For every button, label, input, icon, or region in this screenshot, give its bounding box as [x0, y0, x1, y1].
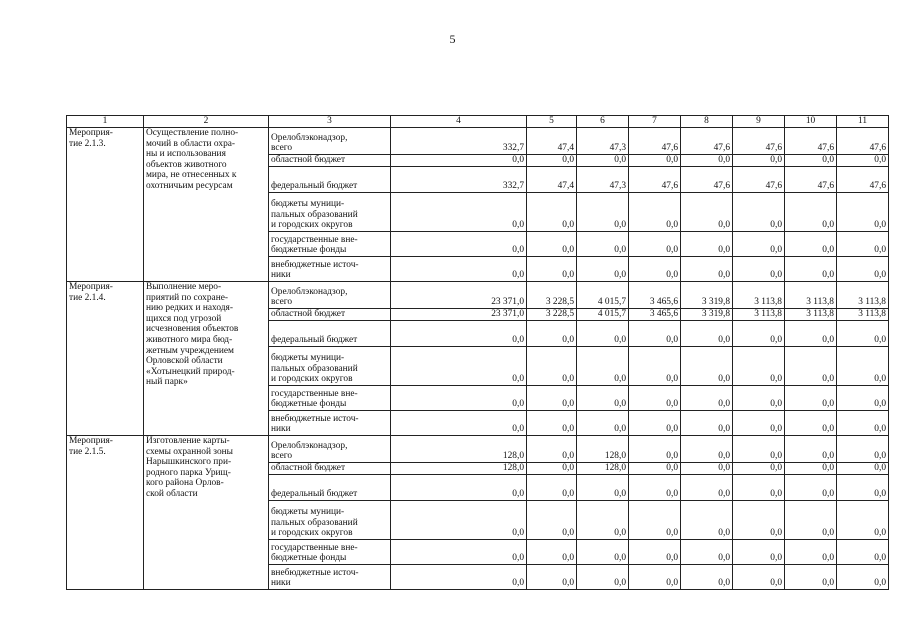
cell-line: тие 2.1.5.: [69, 446, 106, 457]
value-cell: 128,0: [577, 463, 629, 475]
column-header: 6: [577, 116, 629, 128]
value-cell: 0,0: [733, 501, 785, 540]
cell-line: ники: [271, 578, 291, 589]
value-cell: 0,0: [837, 347, 889, 386]
cell-line: тие 2.1.4.: [69, 292, 106, 303]
value-cell: 23 371,0: [391, 309, 527, 321]
cell-line: ники: [271, 270, 291, 281]
value-cell: 0,0: [391, 232, 527, 257]
value-cell: 0,0: [629, 347, 681, 386]
value-cell: 0,0: [577, 232, 629, 257]
value-cell: 0,0: [629, 463, 681, 475]
cell-line: бюджеты муници-: [271, 199, 345, 210]
cell-line: Орелоблэконадзор,: [271, 286, 348, 297]
value-cell: 0,0: [733, 257, 785, 282]
value-cell: 0,0: [733, 436, 785, 463]
cell-line: кого района Орлов-: [146, 478, 224, 489]
value-cell: 3 319,8: [681, 282, 733, 309]
cell-line: Нарышкинского при-: [146, 457, 232, 468]
value-cell: 0,0: [733, 193, 785, 232]
value-cell: 0,0: [733, 411, 785, 436]
value-cell: 0,0: [733, 463, 785, 475]
cell-line: Орловской области: [146, 356, 223, 367]
value-cell: 3 113,8: [785, 282, 837, 309]
value-cell: 0,0: [391, 501, 527, 540]
value-cell: 0,0: [577, 347, 629, 386]
cell-line: внебюджетные источ-: [271, 413, 359, 424]
value-cell: 0,0: [837, 386, 889, 411]
value-cell: 0,0: [527, 193, 577, 232]
value-cell: 0,0: [629, 436, 681, 463]
funding-source-total: [269, 282, 391, 309]
value-cell: 0,0: [681, 193, 733, 232]
value-cell: 4 015,7: [577, 282, 629, 309]
cell-line: федеральный бюджет: [271, 335, 358, 346]
cell-line: Орелоблэконадзор,: [271, 132, 348, 143]
value-cell: 47,6: [785, 167, 837, 193]
value-cell: 0,0: [785, 347, 837, 386]
value-cell: 0,0: [681, 475, 733, 501]
value-cell: 0,0: [785, 411, 837, 436]
value-cell: 0,0: [785, 436, 837, 463]
funding-source-offbudget-sources: [269, 565, 391, 590]
value-cell: 0,0: [577, 257, 629, 282]
value-cell: 47,6: [785, 128, 837, 155]
cell-line: федеральный бюджет: [271, 489, 358, 500]
cell-line: ны и использования: [146, 149, 226, 160]
value-cell: 0,0: [785, 565, 837, 590]
cell-line: бюджеты муници-: [271, 353, 345, 364]
value-cell: 3 113,8: [837, 282, 889, 309]
cell-line: всего: [271, 451, 293, 462]
value-cell: 0,0: [681, 540, 733, 565]
value-cell: 0,0: [785, 193, 837, 232]
value-cell: 0,0: [785, 257, 837, 282]
funding-source-federal: [269, 475, 391, 501]
cell-line: ники: [271, 424, 291, 435]
value-cell: 0,0: [681, 436, 733, 463]
cell-line: жетным учреждением: [146, 345, 234, 356]
funding-source-federal: [269, 321, 391, 347]
column-header: 3: [269, 116, 391, 128]
value-cell: 0,0: [837, 257, 889, 282]
value-cell: 0,0: [629, 540, 681, 565]
cell-line: мочий в области охра-: [146, 138, 236, 149]
funding-source-regional: [269, 463, 391, 475]
value-cell: 0,0: [733, 232, 785, 257]
value-cell: 0,0: [527, 232, 577, 257]
cell-line: областной бюджет: [271, 463, 346, 474]
value-cell: 0,0: [391, 321, 527, 347]
value-cell: 0,0: [681, 347, 733, 386]
cell-line: животного мира бюд-: [146, 334, 233, 345]
value-cell: 47,6: [629, 128, 681, 155]
cell-line: и городских округов: [271, 220, 353, 231]
value-cell: 0,0: [733, 565, 785, 590]
cell-line: бюджеты муници-: [271, 507, 345, 518]
value-cell: 0,0: [837, 411, 889, 436]
value-cell: 0,0: [577, 193, 629, 232]
value-cell: 0,0: [837, 501, 889, 540]
funding-source-municipal: [269, 501, 391, 540]
value-cell: 0,0: [577, 475, 629, 501]
value-cell: 0,0: [785, 321, 837, 347]
funding-source-regional: [269, 309, 391, 321]
value-cell: 332,7: [391, 128, 527, 155]
cell-line: государственные вне-: [271, 388, 358, 399]
value-cell: 0,0: [629, 321, 681, 347]
value-cell: 3 319,8: [681, 309, 733, 321]
value-cell: 0,0: [527, 436, 577, 463]
cell-line: Мероприя-: [69, 282, 113, 292]
value-cell: 0,0: [577, 565, 629, 590]
cell-line: государственные вне-: [271, 542, 358, 553]
value-cell: 0,0: [837, 565, 889, 590]
value-cell: 0,0: [391, 540, 527, 565]
value-cell: 47,3: [577, 128, 629, 155]
value-cell: 0,0: [527, 565, 577, 590]
funding-source-offbudget-funds: [269, 386, 391, 411]
value-cell: 47,6: [733, 128, 785, 155]
value-cell: 332,7: [391, 167, 527, 193]
value-cell: 0,0: [837, 193, 889, 232]
value-cell: 0,0: [681, 411, 733, 436]
funding-source-municipal: [269, 347, 391, 386]
funding-source-offbudget-sources: [269, 411, 391, 436]
column-header: 10: [785, 116, 837, 128]
funding-source-total: [269, 436, 391, 463]
value-cell: 3 465,6: [629, 282, 681, 309]
value-cell: 0,0: [391, 155, 527, 167]
column-header: 7: [629, 116, 681, 128]
funding-source-offbudget-sources: [269, 257, 391, 282]
table-body: [67, 116, 889, 590]
table-row: [67, 282, 889, 309]
value-cell: 0,0: [629, 155, 681, 167]
value-cell: 0,0: [577, 155, 629, 167]
value-cell: 0,0: [629, 501, 681, 540]
value-cell: 0,0: [527, 411, 577, 436]
value-cell: 0,0: [527, 501, 577, 540]
cell-line: областной бюджет: [271, 155, 346, 166]
cell-line: Выполнение меро-: [146, 282, 222, 292]
cell-line: нию редких и находя-: [146, 303, 233, 314]
value-cell: 47,6: [733, 167, 785, 193]
funding-source-total: [269, 128, 391, 155]
cell-line: и городских округов: [271, 374, 353, 385]
value-cell: 0,0: [391, 257, 527, 282]
value-cell: 47,4: [527, 167, 577, 193]
cell-line: пальных образований: [271, 363, 358, 374]
event-code: [67, 282, 144, 436]
value-cell: 0,0: [837, 540, 889, 565]
cell-line: ской области: [146, 488, 198, 499]
value-cell: 47,6: [837, 167, 889, 193]
funding-source-regional: [269, 155, 391, 167]
value-cell: 0,0: [837, 436, 889, 463]
value-cell: 0,0: [391, 347, 527, 386]
event-description: [144, 282, 269, 436]
value-cell: 4 015,7: [577, 309, 629, 321]
column-header: 11: [837, 116, 889, 128]
value-cell: 0,0: [527, 321, 577, 347]
event-description: [144, 128, 269, 282]
value-cell: 47,6: [681, 128, 733, 155]
cell-line: щихся под угрозой: [146, 313, 222, 324]
value-cell: 0,0: [629, 386, 681, 411]
cell-line: пальных образований: [271, 209, 358, 220]
cell-line: пальных образований: [271, 517, 358, 528]
value-cell: 0,0: [577, 501, 629, 540]
cell-line: бюджетные фонды: [271, 553, 347, 564]
value-cell: 0,0: [681, 155, 733, 167]
value-cell: 0,0: [527, 386, 577, 411]
value-cell: 0,0: [837, 463, 889, 475]
value-cell: 0,0: [785, 540, 837, 565]
cell-line: «Хотынецкий природ-: [146, 366, 235, 377]
value-cell: 0,0: [391, 193, 527, 232]
value-cell: 0,0: [391, 386, 527, 411]
value-cell: 3 228,5: [527, 282, 577, 309]
value-cell: 0,0: [837, 475, 889, 501]
value-cell: 0,0: [733, 540, 785, 565]
value-cell: 0,0: [527, 257, 577, 282]
funding-source-offbudget-funds: [269, 232, 391, 257]
cell-line: и городских округов: [271, 528, 353, 539]
value-cell: 0,0: [527, 463, 577, 475]
value-cell: 0,0: [785, 463, 837, 475]
value-cell: 0,0: [785, 475, 837, 501]
value-cell: 0,0: [577, 540, 629, 565]
value-cell: 0,0: [527, 475, 577, 501]
value-cell: 128,0: [391, 463, 527, 475]
value-cell: 0,0: [681, 501, 733, 540]
value-cell: 0,0: [733, 321, 785, 347]
cell-line: исчезновения объектов: [146, 324, 239, 335]
table-row: [67, 128, 889, 155]
value-cell: 0,0: [681, 386, 733, 411]
value-cell: 0,0: [577, 321, 629, 347]
cell-line: тие 2.1.3.: [69, 138, 106, 149]
value-cell: 0,0: [837, 155, 889, 167]
value-cell: 0,0: [629, 193, 681, 232]
cell-line: охотничьим ресурсам: [146, 180, 233, 191]
value-cell: 0,0: [785, 386, 837, 411]
cell-line: федеральный бюджет: [271, 181, 358, 192]
value-cell: 0,0: [391, 565, 527, 590]
value-cell: 0,0: [785, 232, 837, 257]
cell-line: бюджетные фонды: [271, 245, 347, 256]
value-cell: 0,0: [527, 540, 577, 565]
cell-line: схемы охранной зоны: [146, 446, 233, 457]
value-cell: 3 113,8: [837, 309, 889, 321]
column-header: 5: [527, 116, 577, 128]
budget-table: [66, 115, 889, 590]
cell-line: объектов животного: [146, 159, 227, 170]
event-code: [67, 128, 144, 282]
column-header: 4: [391, 116, 527, 128]
page-number: 5: [449, 32, 456, 46]
value-cell: 0,0: [391, 475, 527, 501]
value-cell: 0,0: [733, 475, 785, 501]
cell-line: родного парка Урищ-: [146, 467, 231, 478]
cell-line: ный парк»: [146, 377, 188, 388]
cell-line: мира, не отнесенных к: [146, 170, 237, 181]
cell-line: Мероприя-: [69, 436, 113, 446]
value-cell: 0,0: [629, 257, 681, 282]
value-cell: 0,0: [733, 347, 785, 386]
value-cell: 23 371,0: [391, 282, 527, 309]
value-cell: 3 113,8: [785, 309, 837, 321]
header-row: [67, 116, 889, 128]
value-cell: 3 113,8: [733, 309, 785, 321]
funding-source-federal: [269, 167, 391, 193]
value-cell: 47,4: [527, 128, 577, 155]
cell-line: Изготовление карты-: [146, 436, 230, 446]
value-cell: 128,0: [391, 436, 527, 463]
value-cell: 47,6: [629, 167, 681, 193]
value-cell: 0,0: [629, 411, 681, 436]
cell-line: приятий по сохране-: [146, 292, 229, 303]
value-cell: 128,0: [577, 436, 629, 463]
cell-line: Осуществление полно-: [146, 128, 239, 138]
value-cell: 3 113,8: [733, 282, 785, 309]
cell-line: внебюджетные источ-: [271, 567, 359, 578]
value-cell: 0,0: [785, 501, 837, 540]
event-code: [67, 436, 144, 590]
event-description: [144, 436, 269, 590]
value-cell: 0,0: [629, 475, 681, 501]
column-header: 8: [681, 116, 733, 128]
value-cell: 0,0: [837, 232, 889, 257]
value-cell: 0,0: [577, 411, 629, 436]
value-cell: 3 228,5: [527, 309, 577, 321]
value-cell: 47,3: [577, 167, 629, 193]
value-cell: 0,0: [391, 411, 527, 436]
value-cell: 0,0: [733, 155, 785, 167]
table-row: [67, 436, 889, 463]
value-cell: 0,0: [681, 321, 733, 347]
cell-line: Орелоблэконадзор,: [271, 440, 348, 451]
value-cell: 0,0: [681, 232, 733, 257]
cell-line: всего: [271, 297, 293, 308]
cell-line: бюджетные фонды: [271, 399, 347, 410]
funding-source-municipal: [269, 193, 391, 232]
value-cell: 0,0: [785, 155, 837, 167]
value-cell: 0,0: [527, 347, 577, 386]
value-cell: 0,0: [577, 386, 629, 411]
value-cell: 0,0: [733, 386, 785, 411]
value-cell: 0,0: [681, 257, 733, 282]
column-header: 9: [733, 116, 785, 128]
value-cell: 0,0: [629, 565, 681, 590]
value-cell: 0,0: [681, 463, 733, 475]
cell-line: государственные вне-: [271, 234, 358, 245]
value-cell: 0,0: [681, 565, 733, 590]
column-header: 1: [67, 116, 144, 128]
funding-source-offbudget-funds: [269, 540, 391, 565]
value-cell: 3 465,6: [629, 309, 681, 321]
value-cell: 47,6: [837, 128, 889, 155]
cell-line: всего: [271, 143, 293, 154]
value-cell: 0,0: [837, 321, 889, 347]
cell-line: областной бюджет: [271, 309, 346, 320]
value-cell: 0,0: [527, 155, 577, 167]
value-cell: 47,6: [681, 167, 733, 193]
value-cell: 0,0: [629, 232, 681, 257]
column-header: 2: [144, 116, 269, 128]
cell-line: внебюджетные источ-: [271, 259, 359, 270]
cell-line: Мероприя-: [69, 128, 113, 138]
